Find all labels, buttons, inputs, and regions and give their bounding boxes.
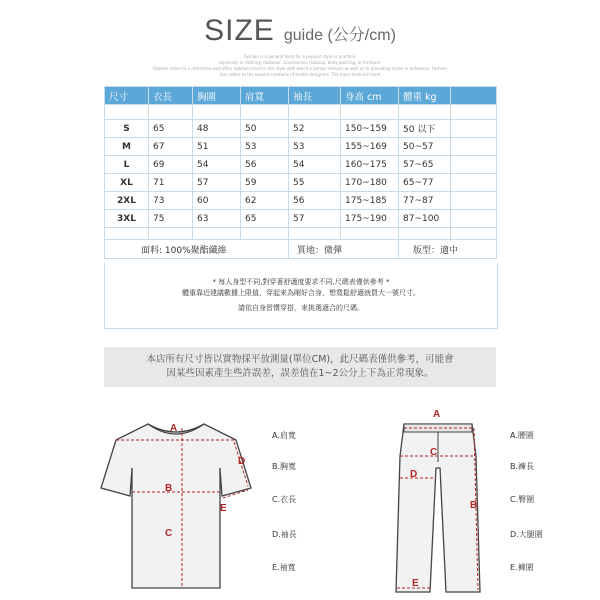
size-table [104,86,497,259]
table-row [105,156,497,174]
table-row [105,174,497,192]
note-line: 請依自身習慣穿搭，來挑選適合的尺碼。 [238,304,364,312]
cell: 57~65 [399,156,451,174]
cell: 3XL [105,210,149,228]
table-spacer-row [105,228,497,240]
cell: 73 [149,192,193,210]
table-row [105,138,497,156]
disclaimer-banner [104,347,496,387]
subtitle-line: Fashion is a general term for a popular style or practice, [243,54,357,59]
tshirt-letter-b: B [165,483,173,494]
tshirt-diagram [96,418,256,594]
header-chest: 胸圍 [193,87,241,105]
cell: 65~77 [399,174,451,192]
table-spacer-row [105,105,497,120]
header-height: 身高 cm [341,87,399,105]
pants-letter-b: B [470,500,478,511]
cell: 150~159 [341,120,399,138]
cell: 2XL [105,192,149,210]
cell: 69 [149,156,193,174]
cell: 62 [241,192,289,210]
cell [451,120,497,138]
pants-letter-d: D [410,469,418,480]
tshirt-label-d: D.袖長 [272,530,297,539]
cell: 59 [241,174,289,192]
note-line: 體重靠近建議數據上限值，穿起來為剛好合身，想寬鬆舒適就買大一號尺寸。 [182,289,420,297]
cell: 50 [241,120,289,138]
pants-label-d: D.大腿圍 [510,530,543,539]
cell [451,174,497,192]
cell: 50 以下 [399,120,451,138]
tshirt-letter-c: C [165,528,173,539]
pants-label-e: E.褲圍 [510,563,534,572]
subtitle-line: especially in clothing, footwear, accessories, makeup, body piercing, or furniture. [218,60,382,65]
cell: 155~169 [341,138,399,156]
cell: 52 [289,120,341,138]
cell: 50~57 [399,138,451,156]
cell: 55 [289,174,341,192]
cell: 71 [149,174,193,192]
header-sleeve: 袖長 [289,87,341,105]
banner-line: 因某些因素產生些許誤差，誤差值在1~2公分上下為正常現象。 [166,368,434,379]
cell: 175~190 [341,210,399,228]
cell: 54 [193,156,241,174]
tshirt-label-b: B.胸寬 [272,462,297,471]
cell: L [105,156,149,174]
pants-letter-a: A [433,409,441,420]
subtitle-text [150,54,450,78]
tshirt-letter-d: D [238,456,246,467]
cell [451,156,497,174]
cell: 175~185 [341,192,399,210]
cell: 67 [149,138,193,156]
header-size: 尺寸 [105,87,149,105]
subtitle-line: also refers to the newest creations of textile designers. The more technical term [219,72,381,77]
cell: 65 [241,210,289,228]
cell [451,192,497,210]
pants-letter-e: E [412,578,419,589]
tshirt-label-e: E.袖寬 [272,563,296,572]
pants-letter-c: C [430,447,438,458]
tshirt-label-c: C.衣長 [272,495,297,504]
cell: 170~180 [341,174,399,192]
cell: 65 [149,120,193,138]
texture-cell: 質地：微彈 [289,240,399,259]
table-header-row [105,87,497,105]
tshirt-letter-e: E [220,503,227,514]
cell: S [105,120,149,138]
cell: M [105,138,149,156]
cell: XL [105,174,149,192]
fit-cell: 版型：適中 [399,240,497,259]
cell: 53 [289,138,341,156]
subtitle-line: Fashion refers to a distinctive and often habitual trend in the style with which a person dresses as well as to prevailing styles in behaviour. Fashion [152,66,448,71]
cell: 51 [193,138,241,156]
cell: 54 [289,156,341,174]
header-empty [451,87,497,105]
cell: 87~100 [399,210,451,228]
cell: 160~175 [341,156,399,174]
cell: 60 [193,192,241,210]
cell: 63 [193,210,241,228]
title-size: SIZE [204,14,275,47]
tshirt-letter-a: A [170,423,178,434]
header-shoulder: 肩寬 [241,87,289,105]
pants-label-a: A.腰圍 [510,431,534,440]
cell [451,138,497,156]
header-length: 衣長 [149,87,193,105]
pants-label-c: C.臀圍 [510,495,535,504]
table-row [105,120,497,138]
cell: 48 [193,120,241,138]
page-title [0,14,600,48]
table-row [105,210,497,228]
cell: 53 [241,138,289,156]
title-guide: guide (公分/cm) [283,27,396,44]
note-line: * 每人身型不同,對穿著舒適度要求不同,尺碼表僅供參考 * [212,278,390,286]
material-cell: 面料: 100%聚酯纖維 [105,240,289,259]
table-row [105,192,497,210]
cell: 77~87 [399,192,451,210]
tshirt-label-a: A.肩寬 [272,431,296,440]
cell: 57 [289,210,341,228]
cell: 75 [149,210,193,228]
cell: 57 [193,174,241,192]
cell [451,210,497,228]
header-weight: 體重 kg [399,87,451,105]
tshirt-outline [101,424,251,588]
table-meta-row [105,240,497,259]
banner-line: 本店所有尺寸皆以實物採平放測量(單位CM)，此尺碼表僅供參考，可能會 [146,354,454,365]
cell: 56 [289,192,341,210]
cell: 56 [241,156,289,174]
pants-label-b: B.褲長 [510,462,535,471]
notes-box [104,263,498,329]
